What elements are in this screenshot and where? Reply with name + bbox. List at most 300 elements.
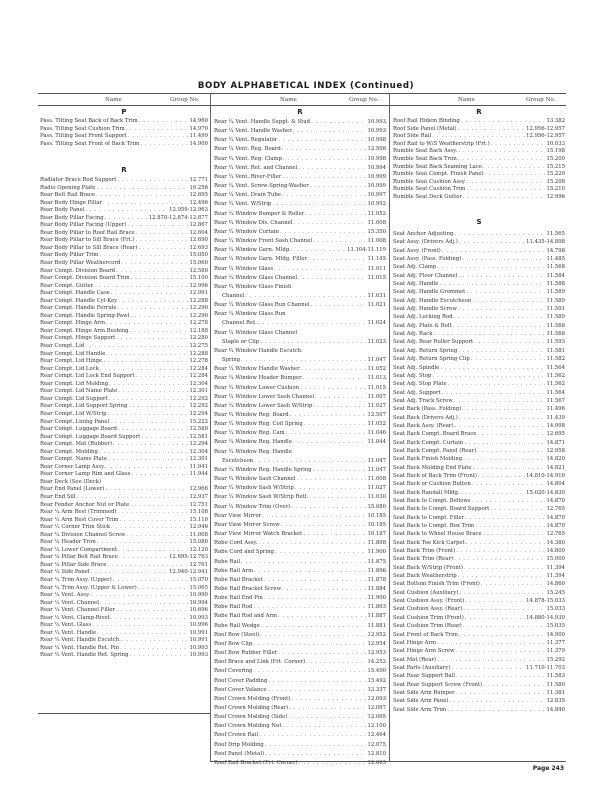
group-number: 11.589 [546, 289, 565, 296]
group-number: 12.097 [367, 705, 386, 711]
index-entry [214, 512, 386, 521]
leader-dots [474, 338, 545, 346]
group-number: 11.439 [546, 414, 565, 421]
entry-name: Seat Back to Compt. Box Trim [393, 523, 475, 530]
group-number: 12.952 [367, 631, 386, 638]
leader-dots [461, 489, 526, 497]
leader-dots [282, 585, 366, 594]
group-number: 11.584 [546, 272, 565, 279]
index-entry [40, 230, 208, 238]
index-entry [214, 741, 386, 750]
index-entry [393, 389, 565, 397]
column-header-group: Group No. [526, 97, 556, 103]
index-entry [393, 597, 565, 605]
index-entry [393, 555, 565, 563]
index-entry [214, 200, 386, 209]
index-entry [40, 426, 208, 434]
group-number: 11.052 [367, 421, 386, 428]
leader-dots [113, 577, 189, 585]
group-number: 12.508 [367, 146, 386, 153]
section-letter: R [121, 166, 127, 174]
group-number: 14.804 [546, 481, 565, 488]
leader-dots [304, 420, 367, 429]
entry-name: Rear ¼ Window Reg. Coil Spring [214, 421, 303, 428]
index-entry [214, 191, 386, 200]
leader-dots [455, 422, 546, 430]
leader-dots [466, 288, 545, 296]
index-entry [393, 148, 565, 156]
entry-name: Rear Compt. Lid Handle [40, 350, 106, 357]
leader-dots [458, 272, 545, 280]
group-number: 15.292 [546, 656, 565, 663]
index-entry [214, 155, 386, 164]
leader-dots [459, 589, 545, 597]
group-number: 11.564 [546, 364, 565, 371]
entry-name: Seat Adj. Handle Screw [393, 306, 457, 313]
group-number: 11.046 [367, 430, 386, 437]
group-number: 15.245 [546, 589, 565, 596]
entry-name: Rear Compt. Hinge Arm Bushing [40, 327, 129, 334]
group-number: 14.970 [189, 125, 208, 132]
group-number: 12.761 [189, 561, 208, 568]
leader-dots [432, 133, 525, 141]
entry-name: Roof Crown Molding (Rear) [214, 705, 289, 711]
entry-name: Rear ¼ Window Bumper & Roller [214, 210, 305, 217]
page-number: Page 243 [532, 765, 564, 772]
group-number: 12.304 [189, 448, 208, 455]
entry-name: Rear ¼ Trim Assy. (Upper & Lower) [40, 584, 137, 591]
group-number: 15.215 [546, 163, 565, 170]
entry-name: Rear ¼ Vent. Assy. [40, 592, 90, 599]
index-entry-list [40, 177, 208, 660]
group-number: 14.820 [546, 456, 565, 463]
entry-name: Seat Adj. Clamp [393, 264, 437, 271]
index-entry [40, 577, 208, 585]
leader-dots [463, 194, 546, 202]
leader-dots [282, 145, 367, 154]
entry-name: Seat Assy. (Drivers Adj.) [393, 239, 458, 246]
index-entry [393, 405, 565, 413]
leader-dots [301, 365, 367, 374]
group-number: 12.695-12.763 [169, 554, 208, 561]
index-entry [393, 656, 565, 664]
index-entry [393, 697, 565, 705]
entry-name: Rear Compt. Lid [40, 343, 85, 350]
leader-dots [245, 292, 366, 301]
group-number: 12.765 [546, 531, 565, 538]
leader-dots [116, 268, 188, 276]
entry-name: Seat Cushion Assy. (Front) [393, 598, 465, 605]
entry-name: Rear ¼ Window Lower Sash W/Strip [214, 402, 313, 409]
entry-name: Rear Compt. Handle Case [40, 290, 110, 297]
index-entry [393, 364, 565, 372]
entry-name: Seat Cushion Trim (Rear) [393, 623, 462, 630]
entry-name: Rear Compt. Lid Lock End Support [40, 373, 135, 380]
entry-name: Seat Adj. Rear Roller Support [393, 339, 474, 346]
group-number: 11.024 [367, 320, 386, 327]
leader-dots [141, 434, 188, 442]
group-number: 11.881 [367, 622, 386, 629]
index-entry-first-line [214, 310, 386, 319]
index-entry [40, 200, 208, 208]
leader-dots [103, 358, 188, 366]
entry-name: Rear Deck (See (Deck) [40, 478, 102, 485]
entry-name: Rear ¼ Window Glass Finish [214, 283, 292, 290]
index-entry [214, 695, 386, 704]
index-entry [40, 237, 208, 245]
index-entry [214, 750, 386, 759]
entry-name: Rear ¼ Vent. Regulator [214, 137, 278, 144]
entry-name: Pass. Tilting Seat Back of Back Trim [40, 118, 138, 124]
index-entry [40, 185, 208, 193]
leader-dots [241, 558, 366, 567]
entry-name: Rear Compt. Division Board [40, 267, 116, 274]
leader-dots [118, 547, 188, 555]
entry-name: Radio Opening Plate [40, 184, 96, 191]
leader-dots [313, 402, 366, 411]
index-entry [393, 414, 565, 422]
index-entry [214, 393, 386, 402]
leader-dots [85, 343, 188, 351]
entry-name: Rear Compt. Molding [40, 448, 98, 455]
index-entry [40, 464, 208, 472]
entry-name: Seat Back W/Strip (Front) [393, 564, 464, 571]
index-entry-list [40, 118, 208, 148]
index-entry [214, 356, 386, 365]
entry-name: Rear ¼ Window Handle Escutch. [214, 347, 303, 354]
entry-name: Seat Cushion (Auxiliary) [393, 589, 459, 596]
index-entry [214, 612, 386, 621]
entry-name: Seat Back (Pass. Folding) [393, 406, 462, 413]
entry-name: Rumble Seat Deck Gutter [393, 193, 462, 200]
entry-name: Rear ¼ Arm Rest Cover Trim [40, 516, 119, 523]
leader-dots [454, 555, 545, 563]
index-entry [40, 283, 208, 291]
group-number: 11.011 [367, 265, 386, 272]
leader-dots [253, 603, 366, 612]
group-number: 10.996 [189, 622, 208, 629]
entry-name: Seat Adj. Plate & Bolt [393, 322, 452, 329]
leader-dots [292, 246, 346, 255]
group-number: 11.568 [546, 322, 565, 329]
group-number: 12.956-12.957 [526, 125, 565, 132]
entry-name: Rear ¼ Window Trim (Over) [214, 503, 291, 510]
leader-dots [282, 173, 366, 182]
group-number: 11.565 [546, 231, 565, 237]
entry-name: Seat Back to Wheel House Brace [393, 531, 482, 538]
entry-name: Roof Crown Molding (Side) [214, 714, 288, 721]
leader-dots [472, 297, 545, 305]
entry-name: Seat Back of Back Trim (Front) [393, 472, 477, 479]
entry-name: Seat Front of Back Trim [393, 631, 458, 638]
leader-dots [85, 207, 168, 215]
leader-dots [127, 222, 188, 230]
group-number: 15.222 [189, 418, 208, 425]
entry-name: Rear Body Hinge Pillar [40, 199, 102, 206]
entry-name: Rear ¼ Vent. River-Filler [214, 173, 282, 180]
index-entry [393, 194, 565, 202]
index-entry [214, 173, 386, 182]
group-number: 14.871 [546, 439, 565, 446]
entry-name: Roof Side Rail [393, 133, 432, 140]
entry-name: Rumble Seat Compt. Finish Panel [393, 171, 484, 178]
entry-name: Roof Panel (Metal) [214, 750, 265, 757]
entry-name: Rear ¼ Vent. Reg. Clamp [214, 155, 282, 162]
leader-dots [315, 393, 366, 402]
leader-dots [491, 141, 546, 149]
group-number: 15.035 [546, 623, 565, 630]
group-number: 10.033 [546, 140, 565, 147]
index-entry [214, 466, 386, 475]
group-number: 11.496 [546, 406, 565, 413]
group-number: 14.960 [189, 118, 208, 124]
group-number: 11.564 [546, 389, 565, 396]
group-number: 11.568 [546, 264, 565, 271]
group-number: 15.198 [546, 148, 565, 155]
index-column-3 [393, 0, 565, 792]
group-number: 12.694 [189, 229, 208, 236]
entry-name: Rear Compt. Name Plate [40, 456, 107, 463]
leader-dots [111, 615, 189, 623]
entry-name: Rear Body Panel [40, 207, 85, 214]
group-number: 15.000 [546, 556, 565, 563]
entry-name: Rear ¼ Arm Rest (Trimmed) [40, 509, 117, 516]
leader-dots [253, 640, 366, 649]
group-number: 11.007 [367, 393, 386, 400]
group-number: 12.966 [189, 486, 208, 493]
entry-name: Rear Compt. Division Board Trim [40, 275, 130, 282]
index-entry [214, 640, 386, 649]
leader-dots [483, 681, 545, 689]
index-entry [40, 268, 208, 276]
index-entry [214, 411, 386, 420]
group-number: 14.880-14.930 [526, 614, 565, 621]
index-entry [214, 429, 386, 438]
group-number: 11.377 [546, 639, 565, 646]
entry-name: Rear Compt. Lid W/Strip [40, 410, 107, 417]
index-entry [393, 156, 565, 164]
leader-dots [458, 148, 545, 156]
leader-dots [458, 156, 546, 164]
leader-dots [310, 182, 367, 191]
group-number: 14.870 [546, 523, 565, 530]
group-number: 12.580 [189, 267, 208, 274]
column-header-name: Name [280, 97, 297, 103]
index-entry [393, 238, 565, 246]
group-number: 15.020-14.830 [526, 489, 565, 496]
leader-dots [96, 192, 188, 200]
column-header-group: Group No. [349, 97, 379, 103]
leader-dots [313, 466, 367, 475]
entry-name: Seat Back Trim (Front) [393, 548, 456, 555]
leader-dots [458, 347, 545, 355]
group-number: 10.993 [367, 128, 386, 135]
group-number: 10.999 [367, 183, 386, 190]
entry-name-continuation: Escutcheon [222, 457, 254, 464]
entry-name: Seat Back or Cushion Button [393, 481, 471, 488]
entry-name: Roof Cover Valance [214, 686, 267, 693]
leader-dots [483, 530, 546, 538]
index-entry [393, 118, 565, 126]
entry-name: Seat Parts (Auxiliary) [393, 664, 451, 671]
index-entry [214, 228, 386, 237]
leader-dots [91, 592, 189, 600]
leader-dots [130, 328, 189, 336]
leader-dots [122, 637, 189, 645]
entry-name: Rear Compt. Handle Spring-Pawl [40, 312, 130, 319]
group-number: 10.991 [189, 629, 208, 636]
group-number: 11.581 [546, 347, 565, 354]
index-entry [214, 558, 386, 567]
entry-name: Rear View Mirror [214, 512, 262, 519]
index-entry [40, 133, 208, 141]
entry-name: Roof Side Panel (Metal) [393, 125, 457, 132]
leader-dots [472, 480, 546, 488]
index-entry [393, 505, 565, 513]
entry-name: Rear ¼ Window Reg. Handle [214, 448, 292, 455]
entry-name: Seat Adj. Locking Rod [393, 314, 453, 321]
index-entry [40, 494, 208, 502]
index-entry [214, 686, 386, 695]
group-number: 11.591 [546, 306, 565, 313]
entry-name: Rear ¼ Vent. Drain Tube [214, 192, 281, 199]
leader-dots [298, 274, 366, 283]
index-entry [393, 564, 565, 572]
entry-name: Radiator Brace Rod Support [40, 177, 117, 183]
index-entry [214, 265, 386, 274]
group-number: 15.060 [189, 260, 208, 267]
index-entry [214, 145, 386, 154]
leader-dots [311, 118, 366, 127]
entry-name: Rear ¼ Pillar Belt Rail Brace [40, 554, 118, 561]
index-entry [214, 530, 386, 539]
entry-name: Rear ¼ Window Glass Run Channel [214, 302, 310, 309]
entry-name: Seat Side Arm Bumper [393, 689, 455, 696]
group-number: 15.080 [189, 539, 208, 546]
entry-name: Roof Bow Clip [214, 640, 253, 647]
entry-name: Roof Crown Molding Nut [214, 723, 282, 730]
index-entry [214, 585, 386, 594]
group-number: 15.108 [189, 509, 208, 516]
group-number: 10.998 [367, 137, 386, 144]
entry-name: Rear ¼ Vent. Handle [40, 629, 97, 636]
group-number: 11.893 [367, 604, 386, 611]
index-entry [40, 554, 208, 562]
leader-dots [136, 373, 189, 381]
leader-dots [311, 301, 367, 310]
group-number: 15.080 [367, 503, 386, 510]
leader-dots [278, 136, 366, 145]
entry-name: Seat Back Compt. Curtain [393, 439, 464, 446]
leader-dots [456, 672, 545, 680]
group-number: 11.884 [367, 585, 386, 592]
index-entry [393, 338, 565, 346]
entry-name: Rear View Mirror Watch Bracket [214, 531, 303, 538]
entry-name: Rumble Seat Back Trim [393, 155, 457, 162]
group-number: 12.292 [189, 403, 208, 410]
entry-name: Seat Adj. Floor Channel [393, 272, 458, 279]
entry-name: Rear ¼ Pillar Side Brace [40, 561, 107, 568]
leader-dots [111, 524, 189, 532]
index-entry [393, 572, 565, 580]
entry-name: Seat Side Arm Trim [393, 706, 447, 713]
entry-name: Rear ¼ Window Header Bumper [214, 375, 302, 382]
index-entry [40, 403, 208, 411]
entry-name: Seat Back (Drivers Adj.) [393, 414, 458, 421]
leader-dots [282, 722, 366, 731]
index-entry [40, 118, 208, 126]
group-number: 12.946 [189, 524, 208, 531]
index-entry [393, 288, 565, 296]
group-number: 15.100 [189, 275, 208, 282]
leader-dots [118, 305, 189, 313]
index-entry [393, 313, 565, 321]
leader-dots [253, 667, 366, 676]
index-entry-first-line [214, 283, 386, 292]
group-number: 12.464 [367, 732, 386, 739]
group-number: 11.379 [546, 648, 565, 655]
leader-dots [140, 141, 188, 149]
group-number: 14.840 [546, 706, 565, 713]
index-entry [214, 237, 386, 246]
index-entry [40, 517, 208, 525]
entry-name: Rear ¼ Window Reg. Cam [214, 430, 285, 437]
entry-name: Rear Compt. Lid Support [40, 395, 108, 402]
leader-dots [116, 335, 188, 343]
leader-dots [459, 631, 546, 639]
index-entry [393, 455, 565, 463]
index-entry [40, 177, 208, 185]
leader-dots [291, 503, 366, 512]
index-entry [214, 255, 386, 264]
index-entry [393, 539, 565, 547]
index-entry [393, 255, 565, 263]
index-entry [393, 330, 565, 338]
entry-name: Rear ¼ Vent. Channel [40, 599, 99, 606]
entry-name: Pass. Tilting Seat Front of Back Trim [40, 140, 140, 147]
leader-dots [291, 695, 366, 704]
group-number: 11.023 [367, 338, 386, 345]
entry-name: Rear Compt. Lid Hinge [40, 358, 103, 365]
leader-dots [106, 320, 188, 328]
entry-name: Robe Rail Rod [214, 604, 253, 611]
leader-dots [260, 631, 366, 640]
index-entry [40, 539, 208, 547]
leader-dots [477, 447, 545, 455]
entry-name: Rear Compt. Lid Lock [40, 365, 99, 372]
entry-name: Roof Rail Bracket (Frt. Corner) [214, 759, 298, 766]
group-number: 11.562 [546, 372, 565, 379]
entry-name: Rear ¼ Window Glass Run [214, 311, 286, 318]
entry-name: Rear Compt. Handle Ferrule [40, 305, 117, 312]
entry-name: Seat Cushion Trim (Front) [393, 614, 464, 621]
index-entry [40, 373, 208, 381]
index-entry [393, 355, 565, 363]
entry-name: Seat Hinge Arm Screw [393, 648, 455, 655]
index-entry-first-line [214, 347, 386, 356]
entry-name: Rear ¼ Vent. Glass [40, 622, 92, 629]
group-number: 12.100 [367, 723, 386, 730]
group-number: 11.485 [546, 256, 565, 263]
group-number: 11.567 [546, 397, 565, 404]
leader-dots [439, 280, 545, 288]
group-number: 10.696 [189, 607, 208, 614]
leader-dots [308, 255, 366, 264]
leader-dots [109, 396, 189, 404]
leader-dots [300, 384, 366, 393]
entry-name: Seat Adj. Return Spring Clip [393, 356, 470, 363]
leader-dots [103, 200, 189, 208]
